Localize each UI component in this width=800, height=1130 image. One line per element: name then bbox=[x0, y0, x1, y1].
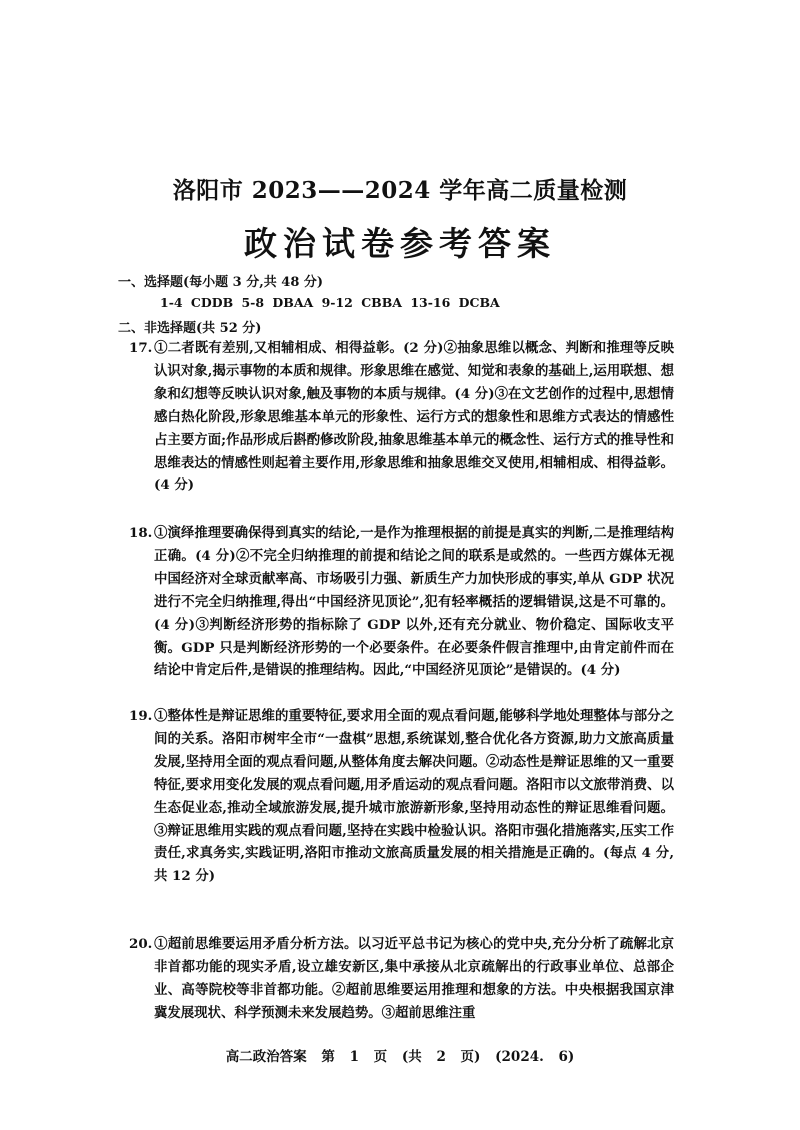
question-answer-text: ①整体性是辩证思维的重要特征,要求用全面的观点看问题,能够科学地处理整体与部分之间的关系。洛阳市树牢全市“一盘棋”思想,系统谋划,整合优化各方资源,助力文旅高质量发展,坚持用全面的观点看问题,从整体角度去解决问题。②动态性是辩证思维的又一重要特征,要求用变化发展的观点看问题,用矛盾运动的观点看问题。洛阳市以文旅带消费、以生态促业态,推动全域旅游发展,提升城市旅游新形象,坚持用动态性的辩证思维看问题。③辩证思维用实践的观点看问题,坚持在实践中检验认识。洛阳市强化措施落实,压实工作责任,求真务实,实践证明,洛阳市推动文旅高质量发展的相关措施是正确的。(每点 4 分,共 12 分) bbox=[154, 708, 674, 885]
answer-key-title: 政治试卷参考答案 bbox=[244, 224, 556, 263]
section-heading-multiple-choice: 一、选择题(每小题 3 分,共 48 分) bbox=[118, 275, 324, 290]
multiple-choice-answers: 1-4 CDDB 5-8 DBAA 9-12 CBBA 13-16 DCBA bbox=[160, 295, 500, 310]
question-answer-text: ①超前思维要运用矛盾分析方法。以习近平总书记为核心的党中央,充分分析了疏解北京非首都功能的现实矛盾,设立雄安新区,集中承接从北京疏解出的行政事业单位、总部企业、高等院校等非首都功能。②超前思维要运用推理和想象的方法。中央根据我国京津冀发展现状、科学预测未来发展趋势。③超前思维注重 bbox=[154, 936, 674, 1021]
question-number: 20. bbox=[129, 936, 153, 952]
question-answer-text: ①演绎推理要确保得到真实的结论,一是作为推理根据的前提是真实的判断,二是推理结构正确。(4 分)②不完全归纳推理的前提和结论之间的联系是或然的。一些西方媒体无视中国经济对全球贡献率高、市场吸引力强、新质生产力加快形成的事实,单从 GDP 状况进行不完全归纳推理,得出“中国经济见顶论”,犯有轻率概括的逻辑错误,这是不可靠的。(4 分)③判断经济形势的指标除了 GDP 以外,还有充分就业、物价稳定、国际收支平衡。GDP 只是判断经济形势的一个必要条件。在必要条件假言推理中,由肯定前件而在结论中肯定后件,是错误的推理结构。因此,“中国经济见顶论”是错误的。(4 分) bbox=[154, 525, 674, 679]
question-answer-text: ①二者既有差别,又相辅相成、相得益彰。(2 分)②抽象思维以概念、判断和推理等反映认识对象,揭示事物的本质和规律。形象思维在感觉、知觉和表象的基础上,运用联想、想象和幻想等反映认识对象,触及事物的本质与规律。(4 分)③在文艺创作的过程中,思想情感白热化阶段,形象思维基本单元的形象性、运行方式的想象性和思维方式表达的情感性占主要方面;作品形成后斟酌修改阶段,抽象思维基本单元的概念性、运行方式的推导性和思维表达的情感性则起着主要作用,形象思维和抽象思维交叉使用,相辅相成、相得益彰。(4 分) bbox=[154, 340, 674, 494]
question-18 bbox=[129, 522, 674, 682]
question-17 bbox=[129, 337, 674, 497]
question-number: 18. bbox=[129, 525, 153, 541]
page-footer: 高二政治答案 第 1 页 (共 2 页) (2024. 6) bbox=[225, 1049, 575, 1065]
question-20 bbox=[129, 933, 674, 1025]
question-19 bbox=[129, 705, 674, 888]
exam-title: 洛阳市 2023——2024 学年高二质量检测 bbox=[172, 177, 628, 204]
section-heading-non-choice: 二、非选择题(共 52 分) bbox=[118, 321, 262, 336]
question-number: 17. bbox=[129, 340, 153, 356]
question-number: 19. bbox=[129, 708, 153, 724]
